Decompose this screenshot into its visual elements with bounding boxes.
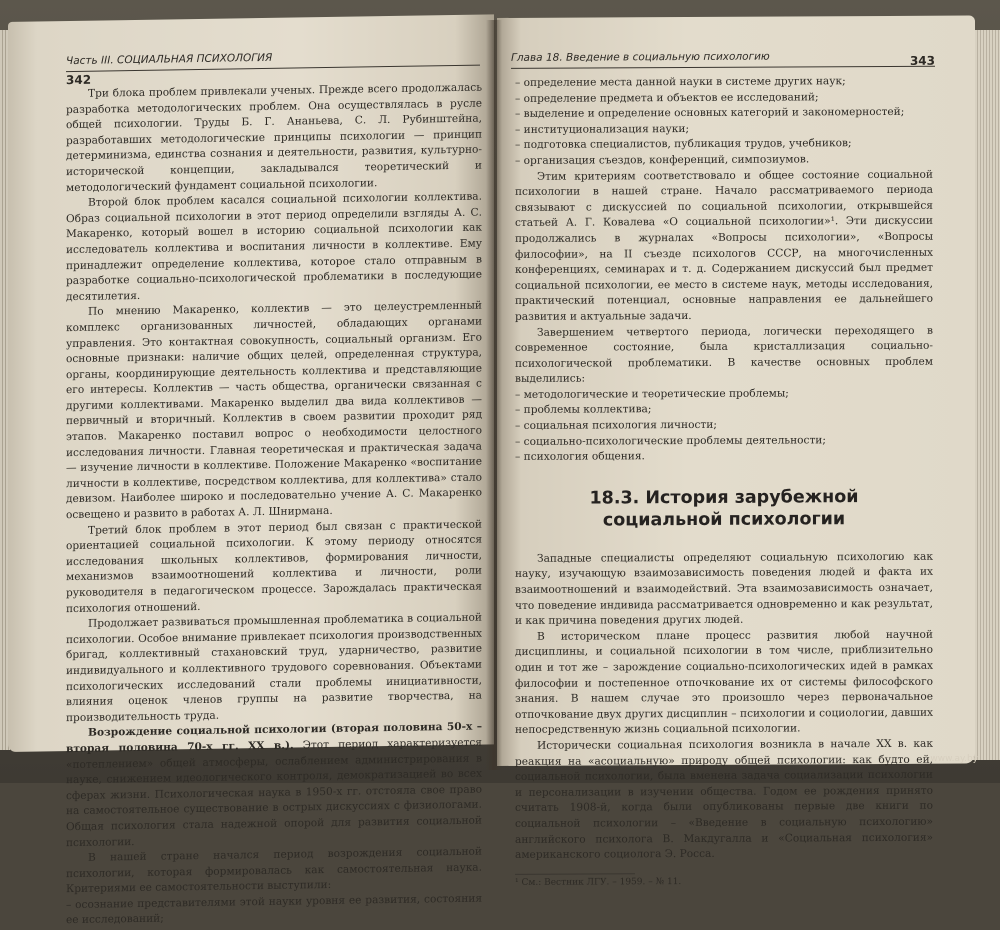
list-item: – определение предмета и объектов ее исследований; xyxy=(515,90,819,105)
right-page xyxy=(497,15,975,888)
list-item: – определение места данной науки в системе других наук; xyxy=(515,75,846,89)
paragraph-revival xyxy=(66,720,482,851)
paragraph: Три блока проблем привлекали ученых. Прежде всего продолжалась разработка методологических проблем. Она осуществлялась в русле общей психологии. Труды Б. Г. Ананьева, С. Л. Рубинштейна, разработавших методологические принципы психологии — принцип детерминизма, единства сознания и деятельности, развития, культурно-исторической концепции, закладывался теоретический и методологический фундамент социальной психологии. xyxy=(66,81,482,194)
paragraph: В историческом плане процесс развития любой научной дисциплины, и социальной психологии в том числе, приблизительно один и тот же – зарождение социально-психологических идей в рамках философии и постепенное отпочкование их от системы философского знания. В нашем случае это произошло через первоначальное отпочкование двух других дисциплин – психологии и социологии, давших непосредственную жизнь социальной психологии. xyxy=(515,628,933,737)
paragraph: Продолжает развиваться промышленная проблематика в социальной психологии. Особое внимание привлекает психология производственных бригад, коллективный стахановский труд, ударничество, развитие индивидуального и коллективного трудового соревнования. Объектами психологических исследований стали проблемы инициативности, влияния оценок членов группы на развитие творчества, на производительность труда. xyxy=(66,611,482,724)
footnote: ¹ См.: Вестник ЛГУ. – 1959. – № 11. xyxy=(515,876,682,888)
paragraph: По мнению Макаренко, коллектив — это целеустремленный комплекс организованных личностей, обладающих органами управления. Это контактная совокупность, социальный организм. Его основные признаки: наличие общих целей, определенная структура, органы, координирующие деятельность коллектива и представляющие его интересы. Коллектив — часть общества, органически связанная с другими коллективами. Макаренко выделил два вида коллективов — первичный и вторичный. Коллектив в своем развитии проходит ряд этапов. Макаренко поставил вопрос о необходимости целостного исследования личности. Главная теоретическая и практическая задача — изучение личности в коллективе. Положение Макаренко «воспитание личности в коллективе, посредством коллектива, для коллектива» стало девизом. Наиболее широко и последовательно учение А. С. Макаренко освещено и развито в работах А. Л. Шнирмана. xyxy=(66,299,482,522)
paragraph: Третий блок проблем в этот период был связан с практической ориентацией социальной психологии. К этому периоду относятся исследования школьных коллективов, формирования личности, механизмов взаимоотношений коллектива и личности, роли руководителя в педагогическом процессе. Зарождалась практическая психология отношений. xyxy=(66,518,482,615)
running-header-right xyxy=(511,50,935,69)
paragraph: Этим критериям соответствовало и общее состояние социальной психологии в нашей стране. Начало рассматриваемого периода связывают с дискуссией по социальной психологии, открывшейся статьей А. Г. Ковалева «О социальной психологии»¹. Эти дискуссии продолжались в журналах «Вопросы психологии», «Вопросы философии», на II съезде психологов СССР, на многочисленных конференциях, семинарах и т. д. Содержанием дискуссий был предмет социальной психологии, ее место в системе наук, методы исследования, практический потенциал, основные направления ее дальнейшего развития и актуальные задачи. xyxy=(515,168,933,323)
footnote-rule xyxy=(515,873,635,875)
section-heading xyxy=(515,486,933,532)
section-title-line2: социальной психологии xyxy=(602,509,846,531)
list-item: – психология общения. xyxy=(515,450,645,464)
page-number-left: 342 xyxy=(66,72,92,88)
header-text: Часть III. СОЦИАЛЬНАЯ ПСИХОЛОГИЯ xyxy=(66,51,273,68)
header-text: Глава 18. Введение в социальную психологию xyxy=(511,50,770,64)
revival-text: Этот период характеризуется «потеплением» общей атмосферы, ослаблением администрирования в науке, снижением идеологического контроля, демократизацией во всех сферах жизни. Психологическая наука в 1950-х гг. отстояла свое право на самостоятельное существование в острых дискуссиях с физиологами. Общая психология стала надежной опорой для развития социальной психологии. xyxy=(66,736,482,849)
list-item: – выделение и определение основных категорий и закономерностей; xyxy=(515,106,905,121)
list-item: – проблемы коллектива; xyxy=(515,403,652,417)
section-title-line1: 18.3. История зарубежной xyxy=(589,486,859,509)
paragraph: Второй блок проблем касался социальной психологии коллектива. Образ социальной психологии в этот период определили взгляды А. С. Макаренко, который вошел в историю социальной психологии как исследователь коллектива и воспитания личности в коллективе. Ему принадлежит определение коллектива, которое стало отправным в разработке социально-психологической проблематики в последующие десятилетия. xyxy=(66,190,482,303)
page-edges-right xyxy=(972,30,1000,760)
revival-heading: Возрождение социальной психологии (вторая половина 50-х – вторая половина 70-х гг. XX в.). xyxy=(66,720,482,756)
paragraph: Западные специалисты определяют социальную психологию как науку, изучающую взаимозависимость поведения людей и факта их взаимоотношений и взаимодействий. Эта взаимозависимость означает, что поведение индивида рассматривается одновременно и как результат, и как причина поведения других людей. xyxy=(515,550,933,628)
book-gutter-shadow xyxy=(486,20,502,770)
running-header-left xyxy=(66,49,480,73)
list-item: – институционализация науки; xyxy=(515,122,690,136)
list-item: – социальная психология личности; xyxy=(515,418,717,432)
left-page xyxy=(8,14,494,927)
list-item: – методологические и теоретические проблемы; xyxy=(515,387,789,401)
list-item: – осознание представителями этой науки уровня ее развития, состояния ее исследований; xyxy=(66,892,482,927)
list-item: – подготовка специалистов, публикация трудов, учебников; xyxy=(515,137,852,152)
paragraph: Завершением четвертого периода, логически переходящего в современное состояние, была кристаллизация социально-психологической проблематики. В качестве основных проблем выделились: xyxy=(515,324,933,386)
paragraph: В нашей стране начался период возрождения социальной психологии, которая формировалась как самостоятельная наука. Критериями ее самостоятельности выступили: xyxy=(66,845,482,896)
list-item: – социально-психологические проблемы деятельности; xyxy=(515,433,826,448)
left-page-body xyxy=(66,81,482,930)
watermark: www.ay.by xyxy=(930,754,978,764)
paragraph: Исторически социальная психология возникла в начале XX в. как реакция на «асоциальную» природу общей психологии: как будто ей, социальной психологии, была вменена задача социализации психологии и персонализации в изучении общества. Годом ее рождения принято считать 1908-й, когда были опубликованы первые две книги по социальной психологии – «Введение в социальную психологию» английского психолога В. Макдугалла и «Социальная психология» американского социолога Э. Росса. xyxy=(515,737,933,862)
list-item: – организация съездов, конференций, симпозиумов. xyxy=(515,153,810,167)
right-page-body xyxy=(515,74,933,889)
page-number-right: 343 xyxy=(909,53,935,68)
